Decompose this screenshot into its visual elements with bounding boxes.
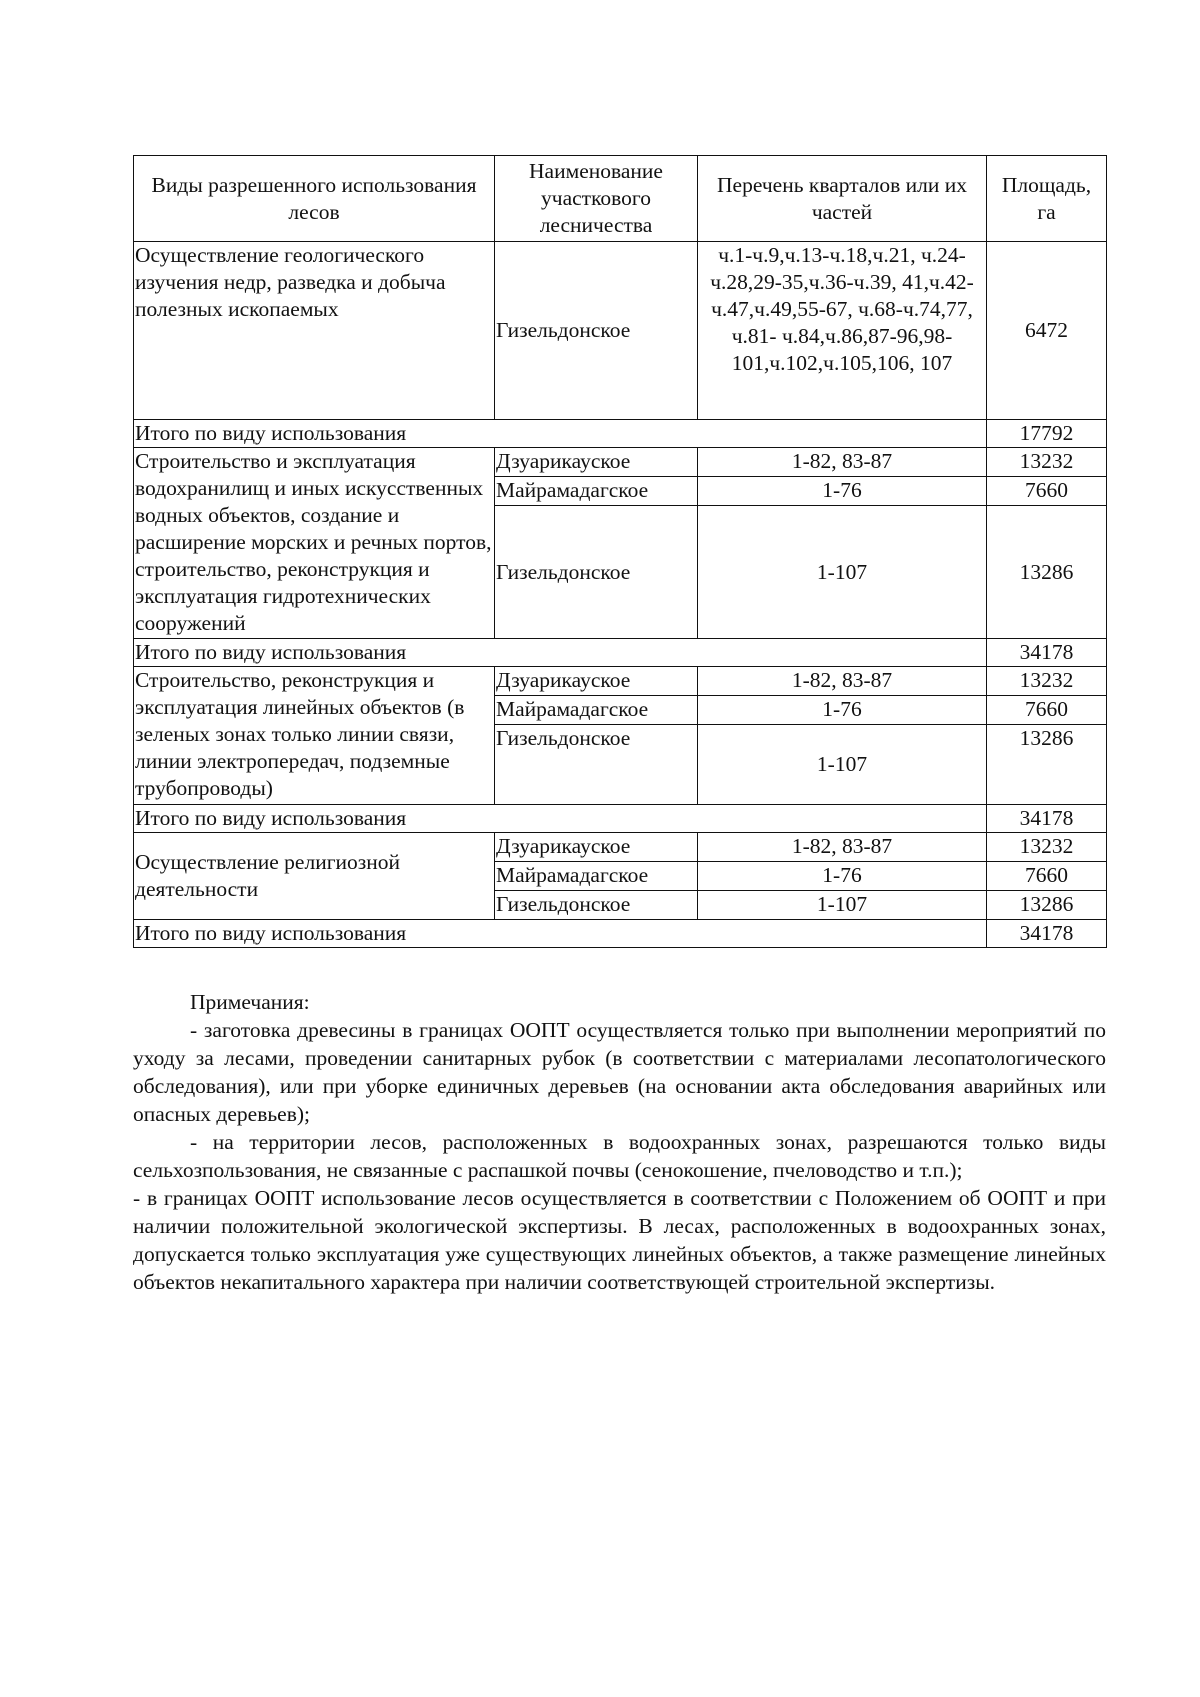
area-cell: 13232 xyxy=(987,448,1107,477)
total-row xyxy=(134,920,1107,948)
total-row xyxy=(134,420,1107,448)
table-row xyxy=(134,242,1107,420)
use-type-cell: Осуществление религиозной деятельности xyxy=(134,833,495,920)
note-item: - в границах ООПТ использование лесов осуществляется в соответствии с Положением об ООПТ и при наличии положительной экологической экспертизы. В лесах, расположенных в водоохранных зонах, допускается только эксплуатация уже существующих линейных объектов, а также размещение линейных объектов некапитального характера при наличии соответствующей строительной экспертизы. xyxy=(133,1186,1106,1294)
area-cell: 13232 xyxy=(987,667,1107,696)
area-cell: 6472 xyxy=(987,242,1107,420)
header-forestry: Наименование участкового лесничества xyxy=(495,156,698,242)
total-label: Итого по виду использования xyxy=(134,420,987,448)
forestry-cell: Дзуарикауское xyxy=(495,448,698,477)
total-label: Итого по виду использования xyxy=(134,639,987,667)
use-type-cell: Осуществление геологического изучения недр, разведка и добыча полезных ископаемых xyxy=(134,242,495,420)
quarters-cell: 1-76 xyxy=(698,477,987,506)
table-row xyxy=(134,448,1107,477)
forestry-cell: Гизельдонское xyxy=(495,506,698,639)
area-cell: 13232 xyxy=(987,833,1107,862)
total-label: Итого по виду использования xyxy=(134,920,987,948)
quarters-cell: ч.1-ч.9,ч.13-ч.18,ч.21, ч.24-ч.28,29-35,ч.36-ч.39, 41,ч.42-ч.47,ч.49,55-67, ч.68-ч.74,77, ч.81- ч.84,ч.86,87-96,98- 101,ч.102,ч.105,106, 107 xyxy=(698,242,987,420)
forestry-cell: Майрамадагское xyxy=(495,696,698,725)
note-item: - на территории лесов, расположенных в водоохранных зонах, разрешаются только виды сельхозпользования, не связанные с распашкой почвы (сенокошение, пчеловодство и т.п.); xyxy=(133,1130,1106,1182)
total-row xyxy=(134,805,1107,833)
table-row xyxy=(134,833,1107,862)
forestry-cell: Майрамадагское xyxy=(495,862,698,891)
quarters-cell: 1-76 xyxy=(698,696,987,725)
forestry-cell: Гизельдонское xyxy=(495,891,698,920)
forestry-cell: Дзуарикауское xyxy=(495,667,698,696)
total-value: 34178 xyxy=(987,805,1107,833)
forest-use-table xyxy=(133,155,1107,948)
header-use-type: Виды разрешенного использования лесов xyxy=(134,156,495,242)
quarters-cell: 1-76 xyxy=(698,862,987,891)
use-type-cell: Строительство, реконструкция и эксплуатация линейных объектов (в зеленых зонах только линии связи, линии электропередач, подземные трубопроводы) xyxy=(134,667,495,805)
area-cell: 13286 xyxy=(987,506,1107,639)
total-value: 34178 xyxy=(987,639,1107,667)
quarters-cell: 1-107 xyxy=(698,891,987,920)
forestry-cell: Гизельдонское xyxy=(495,242,698,420)
notes-section xyxy=(133,988,1106,1296)
total-label: Итого по виду использования xyxy=(134,805,987,833)
use-type-cell: Строительство и эксплуатация водохранилищ и иных искусственных водных объектов, создание и расширение морских и речных портов, строительство, реконструкция и эксплуатация гидротехнических сооружений xyxy=(134,448,495,639)
header-quarters: Перечень кварталов или их частей xyxy=(698,156,987,242)
quarters-cell: 1-107 xyxy=(698,506,987,639)
total-value: 17792 xyxy=(987,420,1107,448)
quarters-cell: 1-82, 83-87 xyxy=(698,833,987,862)
quarters-cell: 1-82, 83-87 xyxy=(698,448,987,477)
area-cell: 13286 xyxy=(987,725,1107,805)
total-row xyxy=(134,639,1107,667)
area-cell: 13286 xyxy=(987,891,1107,920)
header-area: Площадь, га xyxy=(987,156,1107,242)
area-cell: 7660 xyxy=(987,862,1107,891)
table-row xyxy=(134,667,1107,696)
area-cell: 7660 xyxy=(987,477,1107,506)
quarters-cell: 1-107 xyxy=(698,725,987,805)
notes-title: Примечания: xyxy=(190,990,310,1014)
forestry-cell: Дзуарикауское xyxy=(495,833,698,862)
forestry-cell: Гизельдонское xyxy=(495,725,698,805)
note-item: - заготовка древесины в границах ООПТ осуществляется только при выполнении мероприятий по уходу за лесами, проведении санитарных рубок (в соответствии с материалами лесопатологического обследования), или при уборке единичных деревьев (на основании акта обследования аварийных или опасных деревьев); xyxy=(133,1018,1106,1126)
quarters-cell: 1-82, 83-87 xyxy=(698,667,987,696)
area-cell: 7660 xyxy=(987,696,1107,725)
total-value: 34178 xyxy=(987,920,1107,948)
forestry-cell: Майрамадагское xyxy=(495,477,698,506)
table-header-row xyxy=(134,156,1107,242)
